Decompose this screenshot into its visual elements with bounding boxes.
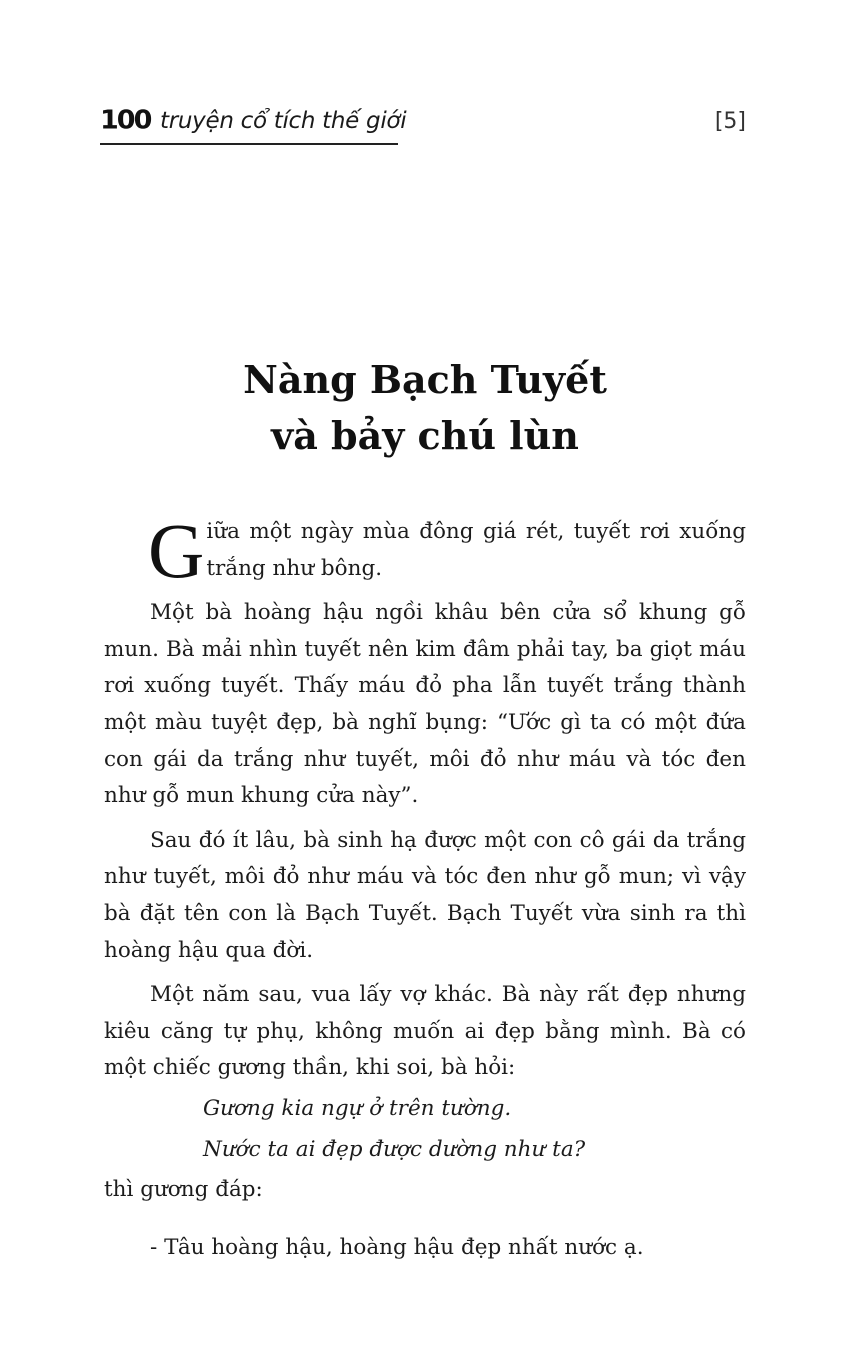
paragraph: Một năm sau, vua lấy vợ khác. Bà này rất đẹp nhưng kiêu căng tự phụ, không muốn ai đẹp bằng mình. Bà có một chiếc gương thần, khi soi, bà hỏi: [104, 982, 746, 1081]
verse-line: Gương kia ngự ở trên tường. [203, 1095, 512, 1121]
series-number: 100 [100, 105, 151, 136]
paragraph-opening-text: iữa một ngày mùa đông giá rét, tuyết rơi xuống trắng như bông. [206, 519, 746, 581]
dialogue-line: - Tâu hoàng hậu, hoàng hậu đẹp nhất nước ạ. [150, 1235, 644, 1261]
series-title [100, 103, 407, 145]
drop-cap: G [148, 507, 205, 594]
paragraph: Sau đó ít lâu, bà sinh hạ được một con cô gái da trắng như tuyết, môi đỏ như máu và tóc đen như gỗ mun; vì vậy bà đặt tên con là Bạch Tuyết. Bạch Tuyết vừa sinh ra thì hoàng hậu qua đời. [104, 827, 746, 963]
story-body [104, 507, 746, 1288]
paragraph-opening [104, 507, 746, 594]
running-header [100, 103, 746, 145]
page-number: [5] [714, 109, 746, 134]
paragraph-after-verse: thì gương đáp: [104, 1177, 263, 1203]
verse-line: Nước ta ai đẹp được dường như ta? [203, 1136, 586, 1162]
story-title-line-2: và bảy chú lùn [271, 413, 579, 458]
paragraph: Một bà hoàng hậu ngồi khâu bên cửa sổ khung gỗ mun. Bà mải nhìn tuyết nên kim đâm phải tay, ba giọt máu rơi xuống tuyết. Thấy máu đỏ pha lẫn tuyết trắng thành một màu tuyệt đẹp, bà nghĩ bụng: “Ước gì ta có một đứa con gái da trắng như tuyết, môi đỏ như máu và tóc đen như gỗ mun khung cửa này”. [104, 600, 746, 809]
series-title-text: truyện cổ tích thế giới [160, 108, 407, 134]
story-title-line-1: Nàng Bạch Tuyết [243, 357, 607, 402]
story-title [0, 352, 850, 464]
